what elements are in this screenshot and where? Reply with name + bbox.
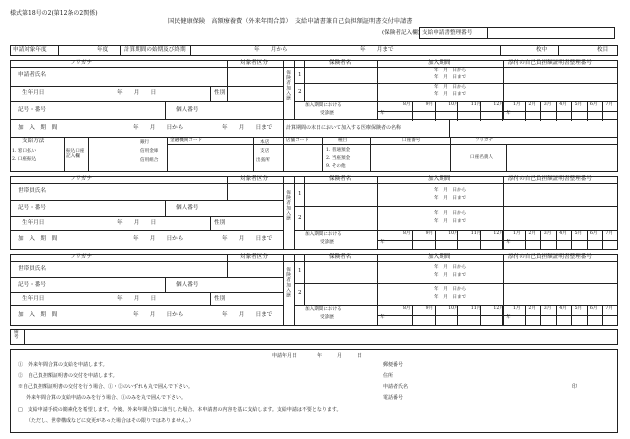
transfer-label-text: 振込口座記入欄 xyxy=(66,149,85,159)
account-no-label: 口座番号 xyxy=(402,138,421,143)
month-label-3b-0: 1月 xyxy=(513,306,521,311)
bank-code-label: 金融機関コード xyxy=(170,138,203,143)
cert-number-label: 添付の自己負担額証明書整理番号 xyxy=(508,60,592,66)
insurer-history-label-3: 保険者加入歴 xyxy=(285,267,291,298)
personal-number-label-3: 個人番号 xyxy=(176,282,199,288)
cert-number-label-2: 添付の自己負担額証明書整理番号 xyxy=(508,176,592,182)
month-label-2b-5: 6月 xyxy=(590,231,598,236)
year-label-2a: 年 xyxy=(380,240,385,245)
month-label-2b-3: 4月 xyxy=(559,231,567,236)
type-2[interactable]: 2. 当座預金 xyxy=(326,156,351,161)
branch-code-label: 店舗コード xyxy=(286,138,309,143)
row-num-2: 2 xyxy=(298,89,302,95)
insurer-name-label: 保険者名 xyxy=(329,60,352,66)
month-label-1a-1: 9月 xyxy=(425,102,434,107)
month-label-3b-1: 2月 xyxy=(528,306,536,311)
phone-label: 電話番号 xyxy=(383,395,404,401)
birth-date-value: 年 月 日 xyxy=(117,90,157,96)
month-label-2a-3: 11月 xyxy=(470,231,482,236)
calc-period-label: 計算期間の始期及び終期 xyxy=(124,47,186,53)
applicant-name-label: 申請者氏名 xyxy=(18,72,46,78)
final-insurer-label: 計算期間の末日において加入する医療保険者の名称 xyxy=(286,125,402,131)
month-label-1b-1: 2月 xyxy=(528,102,536,107)
personal-number-label-2: 個人番号 xyxy=(176,205,199,211)
month-label-2b-6: 7月 xyxy=(605,231,613,236)
from-3a: 年 月 日から xyxy=(434,265,467,270)
bank-item-3: 信用組合 xyxy=(140,158,159,163)
footer-note-2: 外来年間合算の支給申請のみを行う場合、①のみを丸で囲んで下さい。 xyxy=(26,395,187,401)
payment-option-2[interactable]: 2. 口座振込 xyxy=(12,157,37,162)
month-label-3a-1: 9月 xyxy=(425,306,434,311)
sheet-count: 枚中 xyxy=(536,47,548,53)
row-num-2-1: 1 xyxy=(298,191,302,197)
enrollment-to: 年 月 日まで xyxy=(222,125,273,131)
type-3[interactable]: 9. その他 xyxy=(326,164,346,169)
month-label-3b-5: 6月 xyxy=(590,306,598,311)
insurer-name-label-3: 保険者名 xyxy=(329,254,352,260)
furigana-label-2: フリガナ xyxy=(70,176,93,182)
furigana-label-3: フリガナ xyxy=(70,254,93,260)
address-label: 住所 xyxy=(383,373,394,379)
footer-note-1: ※自己負担額証明書の交付を行う場合、①・②のいずれも丸で囲んで下さい。 xyxy=(18,384,194,390)
insurer-history-label-2: 保険者加入歴 xyxy=(285,190,291,221)
birth-date-value-2: 年 月 日 xyxy=(117,220,157,226)
month-label-2a-1: 9月 xyxy=(425,231,434,236)
row-num-2-2: 2 xyxy=(298,215,302,221)
from-3b: 年 月 日から xyxy=(434,287,467,292)
insurer-name-label-2: 保険者名 xyxy=(329,176,352,182)
birth-date-label-3: 生年月日 xyxy=(22,296,45,302)
member-name-label-3: 世帯員氏名 xyxy=(18,266,46,272)
month-label-1b-6: 7月 xyxy=(605,102,613,107)
month-label-1a-4: 12月 xyxy=(493,102,504,107)
enrollment-to-3: 年 月 日まで xyxy=(222,312,273,318)
from-1b: 年 月 日から xyxy=(434,85,467,90)
enrollment-from-2: 年 月 日から xyxy=(133,236,184,242)
month-label-1a-3: 11月 xyxy=(470,102,482,107)
gender-label-2: 性別 xyxy=(214,220,226,226)
month-label-1b-2: 3月 xyxy=(543,102,552,107)
month-label-3b-3: 4月 xyxy=(559,306,567,311)
month-label-3a-3: 11月 xyxy=(470,306,482,311)
branch-item-1: 本店 xyxy=(260,140,270,145)
month-label-2b-2: 3月 xyxy=(543,231,552,236)
enrollment-label: 加 入 期 間 xyxy=(18,125,58,131)
to-3a: 年 月 日まで xyxy=(434,273,467,278)
year-label-1b: 年 xyxy=(506,111,511,116)
month-label-1a-2: 10月 xyxy=(448,102,459,107)
gender-label: 性別 xyxy=(214,90,226,96)
insured-history-1: 受診歴 xyxy=(320,111,334,116)
symbol-number-label: 記号・番号 xyxy=(18,107,46,113)
month-label-2b-4: 5月 xyxy=(574,231,583,236)
from-2a: 年 月 日から xyxy=(434,188,467,193)
enroll-period-label-3: 加入期間 xyxy=(428,254,451,260)
category-label-2: 対象者区分 xyxy=(240,176,268,182)
month-label-1b-3: 4月 xyxy=(559,102,567,107)
seal-mark: 印 xyxy=(572,384,578,390)
month-label-1a-0: 8月 xyxy=(403,102,411,107)
payment-option-1[interactable]: 1. 窓口払い xyxy=(12,149,37,154)
birth-date-label-2: 生年月日 xyxy=(22,220,45,226)
month-label-2b-0: 1月 xyxy=(513,231,521,236)
month-label-3b-2: 3月 xyxy=(543,306,552,311)
row-num-1: 1 xyxy=(298,72,302,78)
month-grid-line xyxy=(377,240,618,241)
insurer-history-label: 保険者加入歴 xyxy=(285,70,291,101)
remarks-box xyxy=(10,329,618,345)
enrollment-label-2: 加 入 期 間 xyxy=(18,236,58,242)
row-num-3-1: 1 xyxy=(298,268,302,274)
furigana-label: フリガナ xyxy=(70,60,93,66)
symbol-number-label-2: 記号・番号 xyxy=(18,205,46,211)
office-use-label: (保険者記入欄) xyxy=(382,30,420,36)
office-number-label: 支給申請書整理番号 xyxy=(422,30,473,36)
enrollment-label-3: 加 入 期 間 xyxy=(18,312,58,318)
payment-method-label: 支給方法 xyxy=(22,138,45,144)
year-unit: 年度 xyxy=(97,47,109,53)
footer-item-3[interactable]: □ 支給申請手続の簡素化を希望します。今後、外来年間合算に該当した場合、本申請書の内容を基に支給します。支給申請は不要となります。 xyxy=(18,407,342,413)
month-label-2a-0: 8月 xyxy=(403,231,411,236)
month-label-3a-0: 8月 xyxy=(403,306,411,311)
month-label-2a-4: 12月 xyxy=(493,231,504,236)
type-1[interactable]: 1. 普通預金 xyxy=(326,148,351,153)
calc-from: 年 月から xyxy=(254,47,288,53)
enrollment-from-3: 年 月 日から xyxy=(133,312,184,318)
form-number: 様式第18号の2(第12条の2関係) xyxy=(10,10,98,17)
year-label-2b: 年 xyxy=(506,240,511,245)
holder-label: 口座名義人 xyxy=(470,155,493,160)
category-label-3: 対象者区分 xyxy=(240,254,268,260)
calc-to: 年 月まで xyxy=(360,47,394,53)
footer-item-1: ① 外来年間合算の支給を申請します。 xyxy=(18,362,108,368)
remarks-label: 備考 xyxy=(14,330,19,340)
category-label: 対象者区分 xyxy=(240,60,268,66)
to-1b: 年 月 日まで xyxy=(434,92,467,97)
month-label-3a-2: 10月 xyxy=(448,306,459,311)
bank-item-1: 銀行 xyxy=(140,140,150,145)
month-label-3b-4: 5月 xyxy=(574,306,583,311)
applicant-label: 申請者氏名 xyxy=(383,384,409,390)
target-year-label: 申請対象年度 xyxy=(13,47,47,53)
month-label-1b-0: 1月 xyxy=(513,102,521,107)
symbol-number-label-3: 記号・番号 xyxy=(18,282,46,288)
birth-date-value-3: 年 月 日 xyxy=(117,296,157,302)
birth-date-label: 生年月日 xyxy=(22,90,45,96)
month-label-1b-5: 6月 xyxy=(590,102,598,107)
year-label-3a: 年 xyxy=(380,315,385,320)
month-label-3b-6: 7月 xyxy=(605,306,613,311)
year-label-1a: 年 xyxy=(380,111,385,116)
from-2b: 年 月 日から xyxy=(434,211,467,216)
person-block-2 xyxy=(10,176,618,250)
period-label-3: 加入期間における xyxy=(305,307,342,312)
postal-label: 郵便番号 xyxy=(383,362,404,368)
page-number: 枚目 xyxy=(597,47,609,53)
branch-item-3: 出張所 xyxy=(256,158,270,163)
to-2a: 年 月 日まで xyxy=(434,196,467,201)
cert-number-label-3: 添付の自己負担額証明書整理番号 xyxy=(508,254,592,260)
month-grid-line xyxy=(377,315,618,316)
person-block-1 xyxy=(10,60,618,172)
apply-date: 申請年月日 年 月 日 xyxy=(272,353,363,359)
enrollment-from: 年 月 日から xyxy=(133,125,184,131)
period-label-2: 加入期間における xyxy=(305,232,342,237)
to-2b: 年 月 日まで xyxy=(434,219,467,224)
personal-number-label: 個人番号 xyxy=(176,107,199,113)
enroll-period-label-2: 加入期間 xyxy=(428,176,451,182)
enrollment-to-2: 年 月 日まで xyxy=(222,236,273,242)
month-label-1b-4: 5月 xyxy=(574,102,583,107)
member-name-label-2: 世帯員氏名 xyxy=(18,188,46,194)
from-1a: 年 月 日から xyxy=(434,68,467,73)
type-label: 種目 xyxy=(338,138,348,143)
month-label-2b-1: 2月 xyxy=(528,231,536,236)
enroll-period-label: 加入期間 xyxy=(428,60,451,66)
month-label-3a-4: 12月 xyxy=(493,306,504,311)
period-label-1: 加入期間における xyxy=(305,103,342,108)
branch-item-2: 支店 xyxy=(260,149,270,154)
form-title: 国民健康保険 高額療養費（外来年間合算） 支給申請書兼自己負担額証明書交付申請書 xyxy=(168,18,413,25)
row-num-3-2: 2 xyxy=(298,290,302,296)
to-3b: 年 月 日まで xyxy=(434,295,467,300)
holder-furigana: フリガナ xyxy=(475,138,494,143)
year-label-3b: 年 xyxy=(506,315,511,320)
to-1a: 年 月 日まで xyxy=(434,75,467,80)
month-label-2a-2: 10月 xyxy=(448,231,459,236)
footer-item-3b: （ただし、世帯構成などに変更があった場合はその限りではありません。） xyxy=(26,418,194,424)
insured-history-2: 受診歴 xyxy=(320,240,334,245)
insured-history-3: 受診歴 xyxy=(320,315,334,320)
bank-item-2: 信用金庫 xyxy=(140,149,159,154)
gender-label-3: 性別 xyxy=(214,296,226,302)
footer-item-2: ② 自己負担額証明書の交付を申請します。 xyxy=(18,373,118,379)
month-grid-line xyxy=(377,111,618,112)
